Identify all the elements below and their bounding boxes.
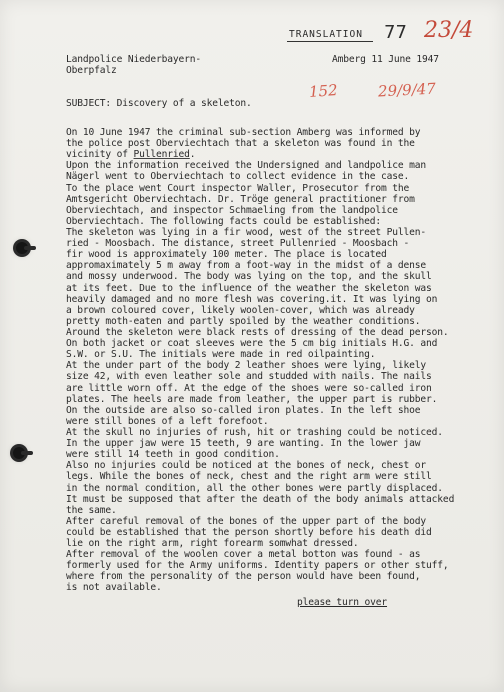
handwritten-stamp-number: 23/4 [424,18,474,43]
body-line: Nägerl went to Oberviechtach to collect evidence in the case. [66,171,410,183]
body-line: is not available. [66,582,162,594]
please-turn-over: please turn over [297,597,388,608]
body-line: the same. [66,504,117,516]
body-line: fir wood is approximately 100 meter. The place is located [66,249,387,261]
body-line: Around the skeleton were black rests of dressing of the dead person. [66,326,449,338]
handwritten-date: 29/9/47 [377,79,437,101]
body-line: On the outside are also so-called iron plates. In the left shoe [66,404,421,416]
body-line: the police post Oberviechtach that a skeleton was found in the [66,138,415,150]
body-line: at its feet. Due to the influence of the weather the skeleton was [66,282,432,294]
body-line: After careful removal of the bones of the upper part of the body [66,515,427,527]
body-line: are little worn off. At the edge of the shoes were so-called iron [66,382,432,394]
place-date: Amberg 11 June 1947 [332,54,439,65]
body-line: pretty moth-eaten and partly spoiled by the weather conditions. [66,315,421,327]
body-line: could be established that the person shortly before his death did [66,526,432,538]
body-line: size 42, with even leather sole and studded with nails. The nails [66,371,432,383]
body-line: Amtsgericht Oberviechtach. Dr. Tröge general practitioner from [66,193,415,205]
body-line: in the normal condition, all the other bones were partly displaced. [66,482,443,494]
body-line: It must be supposed that after the death of the body animals attacked [66,493,455,505]
body-line: Upon the information received the Undersigned and landpolice man [66,160,427,172]
body-line: Also no injuries could be noticed at the bones of neck, chest or [66,460,427,472]
body-line: In the upper jaw were 15 teeth, 9 are wanting. In the lower jaw [66,438,421,450]
body-line: At the skull no injuries of rush, hit or trashing could be noticed. [66,426,443,438]
body-line: appromaximately 5 m away from a foot-way in the midst of a dense [66,260,427,272]
body-line: After removal of the woolen cover a metal botton was found - as [66,549,421,561]
body-line: At the under part of the body 2 leather shoes were lying, likely [66,360,427,372]
body-line: where from the personality of the person would have been found, [66,571,421,583]
handwritten-reference: 152 [308,81,339,101]
body-line: vicinity of Pullenried. [66,149,196,161]
body-line: formerly used for the Army uniforms. Identity papers or other stuff, [66,560,449,572]
body-line: S.W. or S.U. The initials were made in red oilpainting. [66,349,376,361]
body-line: lie on the right arm, right forearm somwhat dressed. [66,538,359,550]
underlined-place-name: Pullenried [133,149,190,161]
body-line: and mossy underwood. The body was lying on the top, and the skull [66,271,432,283]
body-line: Oberviechtach. The following facts could be established: [66,215,382,227]
stamp-number: 77 [384,22,407,43]
body-text [66,127,454,594]
punch-hole [16,242,28,254]
body-line: On both jacket or coat sleeves were the 5 cm big initials H.G. and [66,338,438,350]
body-line: heavily damaged and no more flesh was covering.it. It was lying on [66,293,438,305]
sender-line-1: Landpolice Niederbayern- [66,54,202,65]
body-line: ried - Moosbach. The distance, street Pullenried - Moosbach - [66,238,410,250]
body-line: a brown coloured cover, likely woolen-cover, which was already [66,304,415,316]
translation-underline [287,41,373,42]
body-line: legs. While the bones of neck, chest and the right arm were still [66,471,432,483]
subject-line: SUBJECT: Discovery of a skeleton. [66,98,252,109]
body-line: On 10 June 1947 the criminal sub-section Amberg was informed by [66,127,421,138]
body-line: The skeleton was lying in a fir wood, west of the street Pullen- [66,226,427,238]
body-line: plates. The heels are made from leather, the upper part is rubber. [66,393,438,405]
translation-label: TRANSLATION [289,29,363,40]
body-line: To the place went Court inspector Waller, Prosecutor from the [66,182,410,194]
sender-line-2: Oberpfalz [66,65,117,76]
body-line: were still 14 teeth in good condition. [66,449,280,461]
punch-hole [13,447,25,459]
body-line: Oberviechtach, and inspector Schmaeling from the landpolice [66,204,398,216]
body-line: were still bones of a left forefoot. [66,415,269,427]
